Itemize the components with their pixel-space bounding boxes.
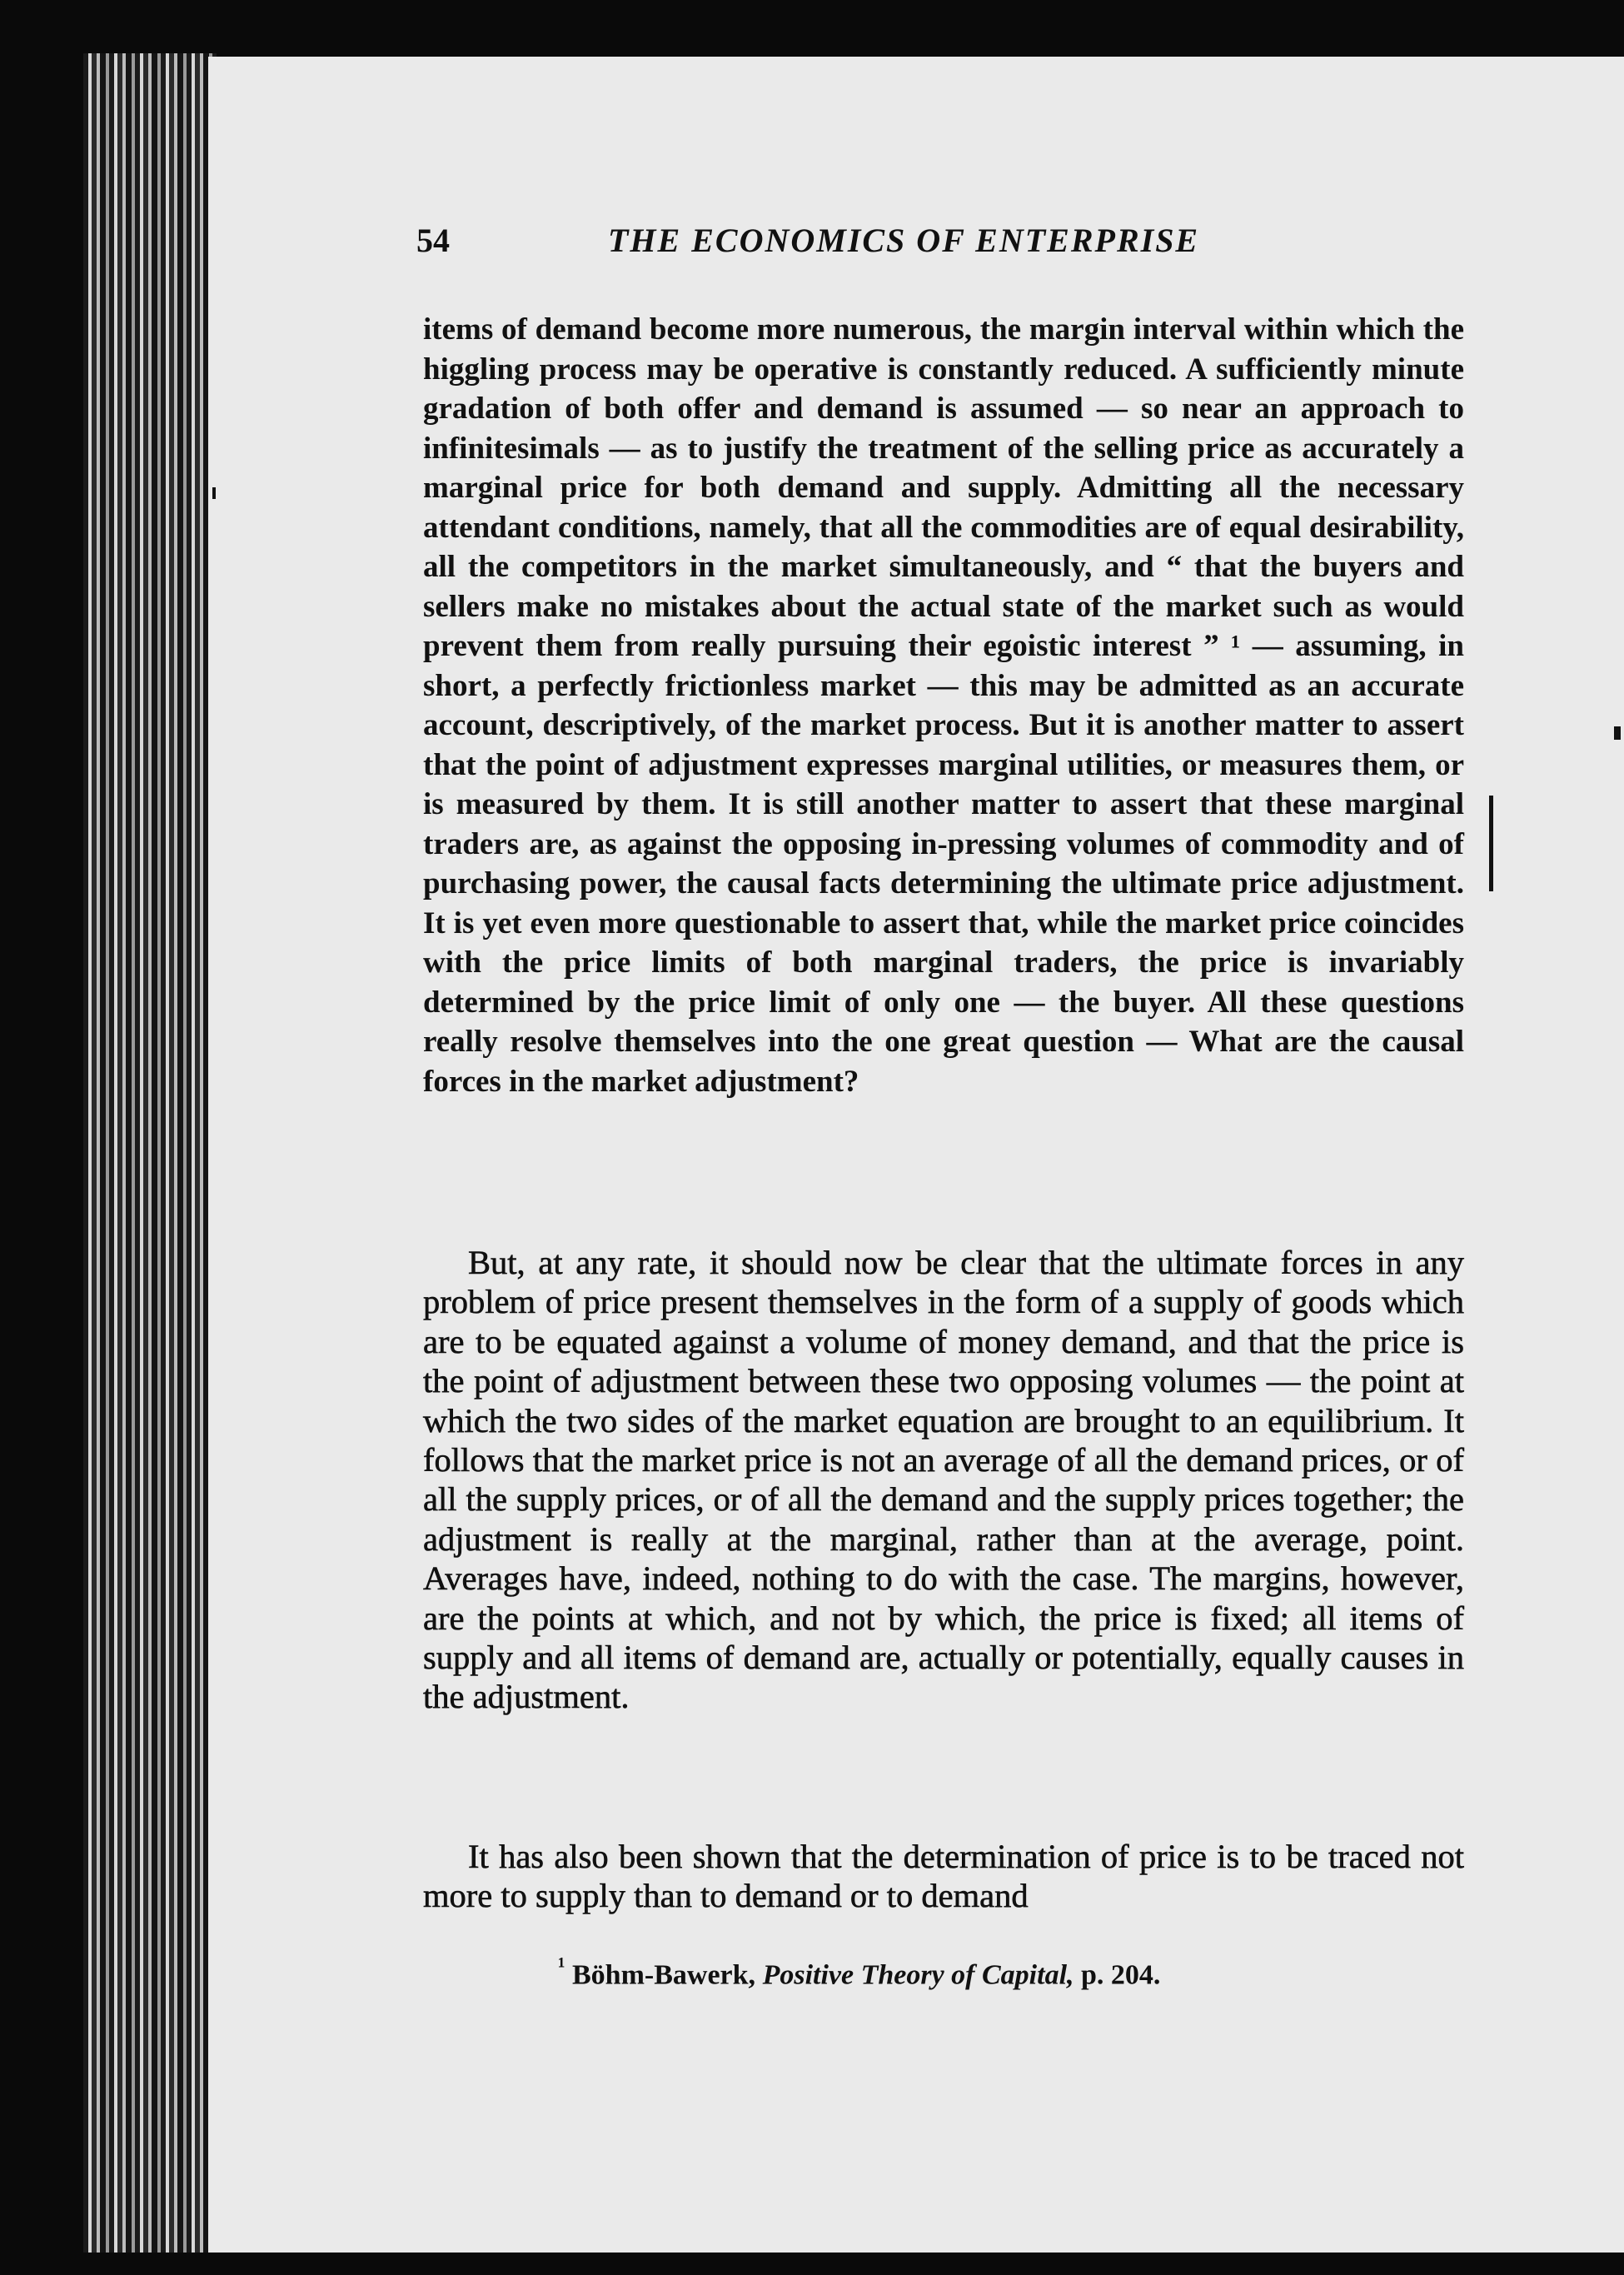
paragraph-text: It has also been shown that the determination of price is to be traced not more to supply than to demand or to demand bbox=[423, 1838, 1464, 1915]
margin-tick-mark bbox=[212, 487, 216, 499]
margin-rule-mark bbox=[1489, 796, 1493, 891]
body-paragraph-2 bbox=[423, 1243, 1464, 1717]
paragraph-text: But, at any rate, it should now be clear that the ultimate forces in any problem of price present themselves in the form of a supply of goods which are to be equated against a volume of money demand, and that the price is the point of adjustment between these two opposing volumes — the point at which the two sides of the market equation are brought to an equilibrium. It follows that the market price is not an average of all the demand prices, or of all the supply prices, or of all the demand and the supply prices together; the adjustment is really at the marginal, rather than at the average, point. Averages have, indeed, nothing to do with the case. The margins, however, are the points at which, and not by which, the price is fixed; all items of supply and all items of demand are, actually or potentially, equally causes in the adjustment. bbox=[423, 1244, 1464, 1716]
body-paragraph-3 bbox=[423, 1837, 1464, 1916]
footnote bbox=[558, 1953, 1160, 1991]
footnote-page: p. 204. bbox=[1081, 1959, 1161, 1991]
running-title: THE ECONOMICS OF ENTERPRISE bbox=[608, 222, 1200, 259]
body-paragraph-1 bbox=[423, 310, 1464, 1101]
footnote-marker: ¹ bbox=[558, 1953, 565, 1979]
page-edges bbox=[83, 53, 217, 2253]
running-head bbox=[416, 221, 1283, 267]
page-number: 54 bbox=[416, 222, 450, 259]
margin-dot-mark bbox=[1614, 726, 1621, 740]
footnote-author: Böhm-Bawerk, bbox=[572, 1959, 756, 1991]
footnote-title: Positive Theory of Capital, bbox=[762, 1959, 1074, 1991]
paragraph-text: items of demand become more numerous, the margin interval within which the higgling process may be operative is constantly reduced. A sufficiently minute gradation of both offer and demand is assumed — so near an approach to infinitesimals — as to justify the treatment of the selling price as accurately a marginal price for both demand and supply. Admitting all the necessary attendant conditions, namely, that all the commodities are of equal desirability, all the competitors in the market simultaneously, and “ that the buyers and sellers make no mistakes about the actual state of the market such as would prevent them from really pursuing their egoistic interest ” ¹ — assuming, in short, a perfectly frictionless market — this may be admitted as an accurate account, descriptively, of the market process. But it is another matter to assert that the point of adjustment expresses marginal utilities, or measures them, or is measured by them. It is still another matter to assert that these marginal traders are, as against the opposing in-pressing volumes of commodity and of purchasing power, the causal facts determining the ultimate price adjustment. It is yet even more questionable to assert that, while the market price coincides with the price limits of both marginal traders, the price is invariably determined by the price limit of only one — the buyer. All these questions really resolve themselves into the one great question — What are the causal forces in the market adjustment? bbox=[423, 312, 1464, 1099]
